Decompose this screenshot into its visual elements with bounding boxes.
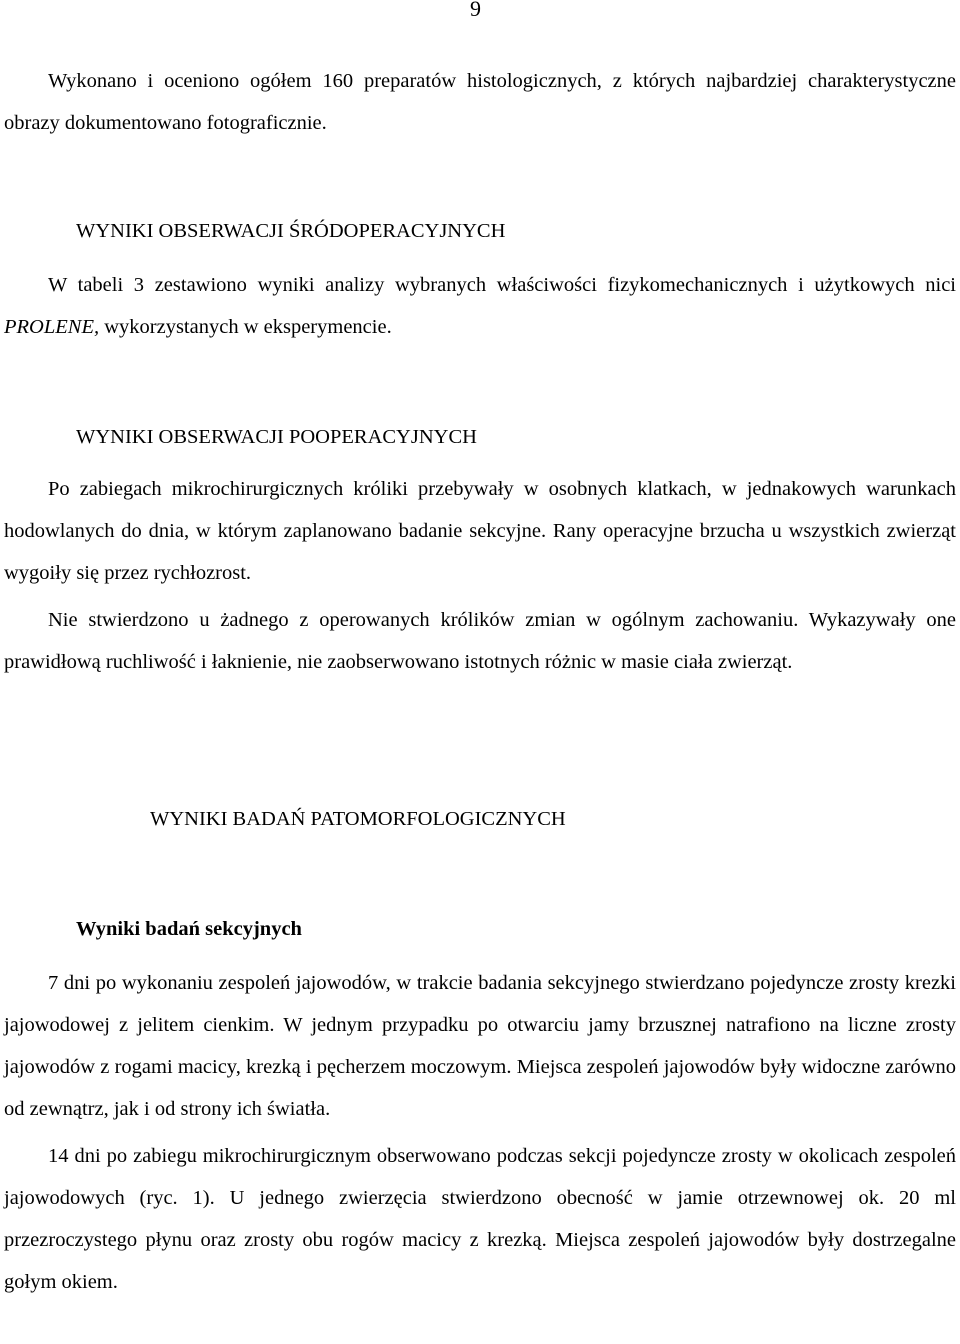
section2-block	[4, 468, 956, 683]
section-heading-postoperative: WYNIKI OBSERWACJI POOPERACYJNYCH	[76, 426, 477, 448]
intro-paragraph: Wykonano i oceniono ogółem 160 preparatów histologicznych, z których najbardziej charakterystyczne obrazy dokumentowano fotograficznie.	[4, 70, 956, 134]
section3-paragraph-1: 7 dni po wykonaniu zespoleń jajowodów, w trakcie badania sekcyjnego stwierdzano pojedyncze zrosty krezki jajowodowej z jelitem cienkim. W jednym przypadku po otwarciu jamy brzusznej natrafiono na liczne zrosty jajowodów z rogami macicy, krezką i pęcherzem moczowym. Miejsca zespoleń jajowodów były widoczne zarówno od zewnątrz, jak i od strony ich światła.	[4, 972, 956, 1120]
section2-paragraph-2: Nie stwierdzono u żadnego z operowanych królików zmian w ogólnym zachowaniu. Wykazywały one prawidłową ruchliwość i łaknienie, nie zaobserwowano istotnych różnic w masie ciała zwierząt.	[4, 609, 956, 673]
section1-paragraph	[4, 264, 956, 348]
section2-paragraph-1: Po zabiegach mikrochirurgicznych króliki przebywały w osobnych klatkach, w jednakowych warunkach hodowlanych do dnia, w którym zaplanowano badanie sekcyjne. Rany operacyjne brzucha u wszystkich zwierząt wygoiły się przez rychłozrost.	[4, 478, 956, 584]
section3-block	[4, 962, 956, 1303]
section-heading-pathomorphological: WYNIKI BADAŃ PATOMORFOLOGICZNYCH	[150, 808, 566, 830]
intro-block	[4, 60, 956, 144]
section1-text-before: W tabeli 3 zestawiono wyniki analizy wybranych właściwości fizykomechanicznych i użytkowych nici	[48, 274, 956, 296]
page-number: 9	[470, 0, 481, 21]
subheading-autopsy-results: Wyniki badań sekcyjnych	[76, 918, 302, 940]
section1-text-after: wykorzystanych w eksperymencie.	[99, 316, 392, 338]
section1-text-italic: PROLENE,	[4, 316, 100, 338]
section1-block	[4, 264, 956, 348]
section-heading-intraoperative: WYNIKI OBSERWACJI ŚRÓDOPERACYJNYCH	[76, 220, 506, 242]
section3-paragraph-2: 14 dni po zabiegu mikrochirurgicznym obserwowano podczas sekcji pojedyncze zrosty w okolicach zespoleń jajowodowych (ryc. 1). U jednego zwierzęcia stwierdzono obecność w jamie otrzewnowej ok. 20 ml przezroczystego płynu oraz zrosty obu rogów macicy z krezką. Miejsca zespoleń jajowodów były dostrzegalne gołym okiem.	[4, 1145, 956, 1293]
